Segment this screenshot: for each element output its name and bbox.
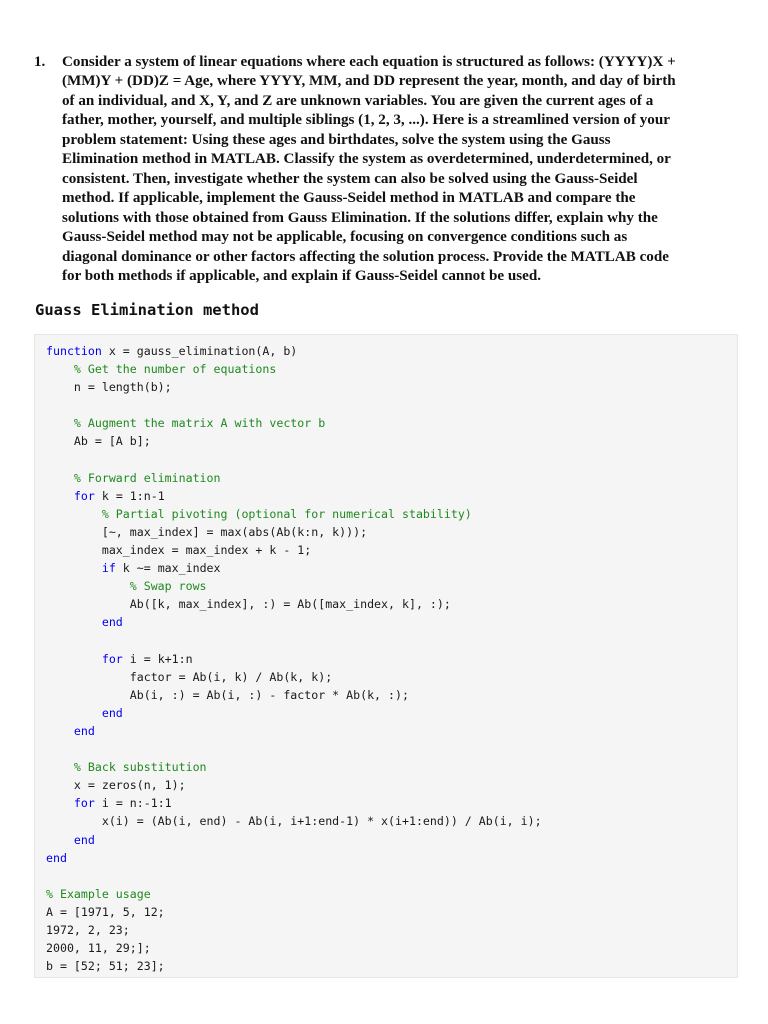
question-line: father, mother, yourself, and multiple siblings (1, 2, 3, ...). Here is a streamlined version of your — [62, 112, 670, 129]
code-text: Ab(i, :) = Ab(i, :) - factor * Ab(k, :); — [46, 687, 409, 702]
code-keyword: for — [73, 488, 95, 503]
code-line — [46, 885, 542, 903]
code-text: A = [1971, 5, 12; — [46, 904, 165, 919]
question-line: Gauss-Seidel method may not be applicable, focusing on convergence conditions such as — [62, 229, 628, 246]
code-line — [46, 378, 542, 396]
code-text: x = zeros(n, 1); — [46, 778, 186, 793]
code-text: x(i) = (Ab(i, end) - Ab(i, i+1:end-1) * x(i+1:end)) / Ab(i, i); — [46, 814, 542, 829]
code-keyword: for — [101, 651, 123, 666]
question-line: method. If applicable, implement the Gauss-Seidel method in MATLAB and compare the — [62, 190, 636, 207]
code-text: n = length(b); — [46, 380, 172, 395]
question-line: problem statement: Using these ages and birthdates, solve the system using the Gauss — [62, 131, 611, 148]
question-line: for both methods if applicable, and explain if Gauss-Seidel cannot be used. — [62, 267, 542, 284]
code-text: i = k+1:n — [122, 651, 193, 666]
question-text — [62, 53, 738, 286]
code-text: [~, max_index] = max(abs(Ab(k:n, k))); — [46, 524, 368, 539]
code-line — [46, 360, 542, 378]
code-text: x = gauss_elimination(A, b) — [101, 344, 298, 358]
question-line: solutions with those obtained from Gauss Elimination. If the solutions differ, explain why the — [62, 209, 658, 226]
code-comment: % Forward elimination — [46, 470, 221, 485]
code-text — [46, 796, 74, 810]
code-keyword: end — [46, 850, 67, 865]
question-line: Consider a system of linear equations where each equation is structured as follows: (YYYY)X + — [62, 54, 676, 70]
code-comment: % Augment the matrix A with vector b — [46, 416, 326, 431]
code-line — [46, 396, 542, 414]
code-text — [46, 489, 74, 503]
section-heading: Guass Elimination method — [35, 301, 259, 319]
code-comment: % Partial pivoting (optional for numerical stability) — [46, 506, 472, 521]
code-line — [46, 559, 542, 577]
code-text: Ab = [A b]; — [46, 434, 151, 449]
code-line — [46, 831, 542, 849]
code-keyword: if — [101, 561, 116, 576]
code-line — [46, 451, 542, 469]
code-listing — [46, 342, 542, 975]
code-line — [46, 469, 542, 487]
code-line — [46, 722, 542, 740]
code-line — [46, 632, 542, 650]
question-line: consistent. Then, investigate whether the system can also be solved using the Gauss-Seidel — [62, 170, 638, 187]
code-line — [46, 541, 542, 559]
code-keyword: end — [73, 723, 95, 738]
code-text — [46, 652, 102, 666]
code-comment: % Back substitution — [46, 760, 207, 775]
code-line — [46, 523, 542, 541]
code-keyword: end — [73, 832, 95, 847]
code-line — [46, 505, 542, 523]
code-text: b = [52; 51; 23]; — [46, 959, 165, 974]
code-line — [46, 903, 542, 921]
code-line — [46, 921, 542, 939]
question-line: diagonal dominance or other factors affecting the solution process. Provide the MATLAB code — [62, 248, 669, 265]
question-line: of an individual, and X, Y, and Z are unknown variables. You are given the current ages of a — [62, 92, 654, 109]
question-number: 1. — [34, 54, 46, 70]
code-text: k = 1:n-1 — [94, 488, 165, 503]
code-line — [46, 758, 542, 776]
code-line — [46, 668, 542, 686]
code-keyword: function — [46, 344, 102, 358]
code-line — [46, 577, 542, 595]
code-text — [46, 615, 102, 629]
code-text: Ab([k, max_index], :) = Ab([max_index, k], :); — [46, 597, 451, 612]
code-text — [46, 724, 74, 738]
code-line — [46, 650, 542, 668]
code-line — [46, 957, 542, 975]
code-text — [46, 561, 102, 575]
code-line — [46, 613, 542, 631]
code-text: factor = Ab(i, k) / Ab(k, k); — [46, 669, 333, 684]
code-line — [46, 595, 542, 613]
code-text: 2000, 11, 29;]; — [46, 941, 151, 956]
code-text: 1972, 2, 23; — [46, 923, 130, 937]
question-line: (MM)Y + (DD)Z = Age, where YYYY, MM, and DD represent the year, month, and day of birth — [62, 73, 676, 90]
code-line — [46, 414, 542, 432]
code-line — [46, 867, 542, 885]
code-line — [46, 740, 542, 758]
code-text: max_index = max_index + k - 1; — [46, 543, 312, 558]
code-line — [46, 776, 542, 794]
code-line — [46, 487, 542, 505]
code-comment: % Swap rows — [46, 579, 207, 594]
code-line — [46, 342, 542, 360]
code-line — [46, 794, 542, 812]
code-text: k ~= max_index — [115, 561, 221, 576]
code-comment: % Example usage — [46, 886, 151, 901]
code-comment: % Get the number of equations — [46, 362, 277, 377]
code-line — [46, 432, 542, 450]
code-line — [46, 939, 542, 957]
code-text — [46, 706, 102, 720]
code-text — [46, 833, 74, 847]
code-block — [34, 334, 738, 978]
code-keyword: end — [101, 615, 123, 630]
code-text: i = n:-1:1 — [94, 796, 172, 811]
code-keyword: for — [73, 796, 95, 811]
question-line: Elimination method in MATLAB. Classify the system as overdetermined, underdetermined, or — [62, 151, 671, 168]
code-line — [46, 686, 542, 704]
code-line — [46, 849, 542, 867]
code-line — [46, 704, 542, 722]
code-keyword: end — [101, 705, 123, 720]
code-line — [46, 812, 542, 830]
